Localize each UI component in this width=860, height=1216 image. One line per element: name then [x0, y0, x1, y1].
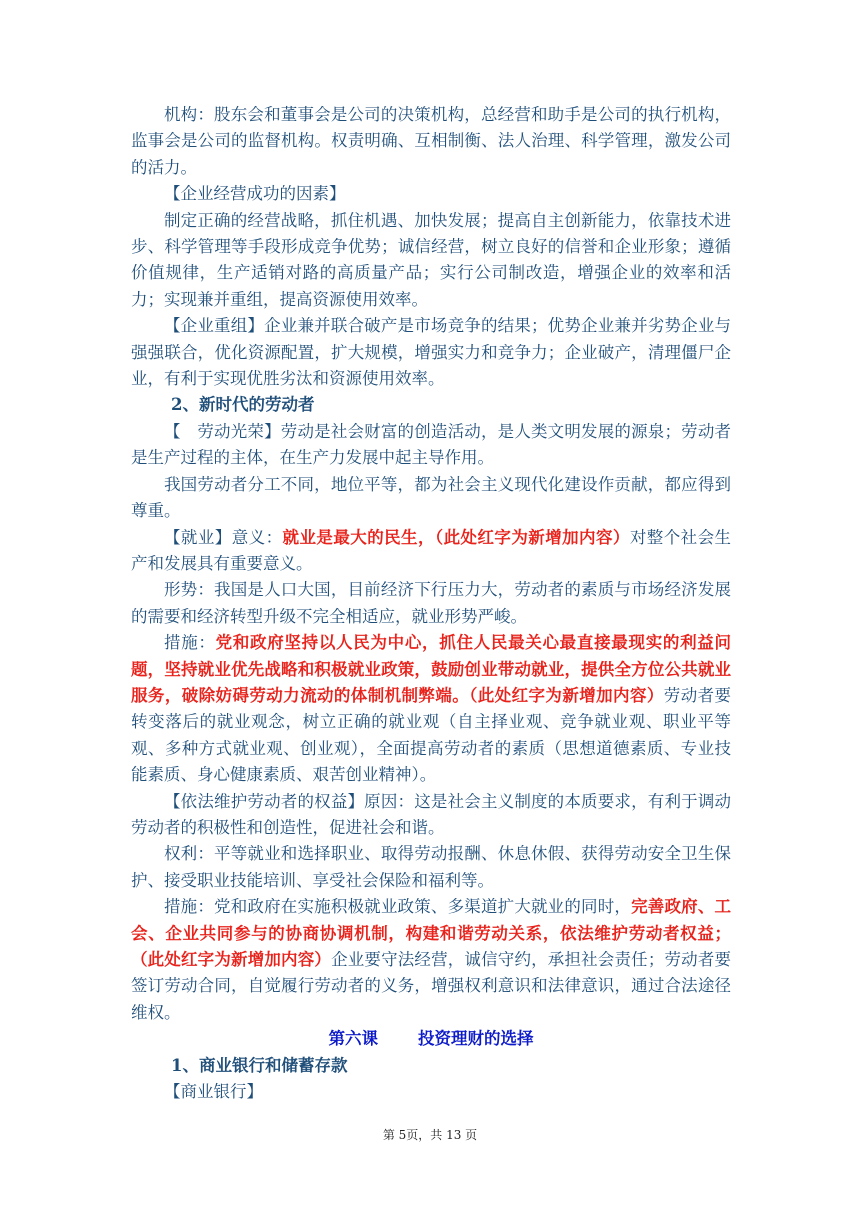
paragraph-company-organs: 机构：股东会和董事会是公司的决策机构，总经营和助手是公司的执行机构，监事会是公司的监督机构。权责明确、互相制衡、法人治理、科学管理，激发公司的活力。 — [131, 105, 731, 177]
employment-measures-label: 措施： — [164, 633, 216, 653]
rights-measures-rest: 企业要守法经营，诚信守约，承担社会责任；劳动者要签订劳动合同，自觉履行劳动者的义务，增强权利意识和法律意识，通过合法途径维权。 — [131, 950, 732, 1022]
paragraph-enterprise-restructuring: 【企业重组】企业兼并联合破产是市场竞争的结果；优势企业兼并劣势企业与强强联合，优化资源配置，扩大规模，增强实力和竞争力；企业破产，清理僵尸企业，有利于实现优胜劣汰和资源使用效率。 — [131, 316, 731, 389]
employment-meaning-rest: 对整个社会生产和发展具有重要意义。 — [131, 527, 732, 573]
employment-meaning-label: 【就业】意义： — [164, 527, 283, 547]
lesson-heading — [131, 1026, 731, 1052]
document-body — [131, 102, 731, 1105]
employment-meaning-red-text: 就业是最大的民生，（此处红字为新增加内容） — [282, 527, 630, 547]
section-label-success-factors: 【企业经营成功的因素】 — [164, 184, 346, 204]
paragraph-employment-situation: 形势：我国是人口大国，目前经济下行压力大，劳动者的素质与市场经济发展的需要和经济转型升级不完全相适应，就业形势严峻。 — [131, 580, 731, 626]
lesson-number: 第六课 — [328, 1029, 378, 1049]
paragraph-rights-protection: 【依法维护劳动者的权益】原因：这是社会主义制度的本质要求，有利于调动劳动者的积极性和创造性，促进社会和谐。 — [131, 791, 731, 837]
paragraph-worker-equality: 我国劳动者分工不同，地位平等，都为社会主义现代化建设作贡献，都应得到尊重。 — [131, 474, 731, 521]
lesson-title: 投资理财的选择 — [418, 1029, 534, 1049]
heading-new-era-workers: 2、新时代的劳动者 — [171, 395, 315, 415]
rights-measures-start: 措施：党和政府在实施积极就业政策、多渠道扩大就业的同时， — [164, 897, 632, 917]
paragraph-worker-rights: 权利：平等就业和选择职业、取得劳动报酬、休息休假、获得劳动安全卫生保护、接受职业技能培训、享受社会保险和福利等。 — [131, 844, 731, 890]
paragraph-labor-glory: 【 劳动光荣】劳动是社会财富的创造活动，是人类文明发展的源泉；劳动者是生产过程的主体，在生产力发展中起主导作用。 — [131, 421, 731, 468]
paragraph-success-factors: 制定正确的经营战略，抓住机遇、加快发展；提高自主创新能力，依靠技术进步、科学管理等手段形成竞争优势；诚信经营，树立良好的信誉和企业形象；遵循价值规律，生产适销对路的高质量产品；实行公司制改造，增强企业的效率和活力；实现兼并重组，提高资源使用效率。 — [131, 210, 731, 309]
page-footer: 第 5页，共 13 页 — [382, 1128, 478, 1142]
rights-measures-red-text: 完善政府、工会、企业共同参与的协商协调机制，构建和谐劳动关系，依法维护劳动者权益；（此处红字为新增加内容） — [131, 897, 732, 969]
paragraph-rights-measures — [131, 894, 731, 1026]
paragraph-employment-meaning — [131, 525, 731, 578]
heading-commercial-banks: 1、商业银行和储蓄存款 — [171, 1055, 348, 1075]
section-label-commercial-bank: 【商业银行】 — [164, 1082, 263, 1102]
paragraph-employment-measures — [131, 630, 731, 788]
employment-measures-rest: 劳动者要转变落后的就业观念，树立正确的就业观（自主择业观、竞争就业观、职业平等观、多种方式就业观、创业观），全面提高劳动者的素质（思想道德素质、专业技能素质、身心健康素质、艰苦创业精神）。 — [131, 685, 732, 785]
employment-measures-red-text: 党和政府坚持以人民为中心，抓住人民最关心最直接最现实的利益问题，坚持就业优先战略和积极就业政策，鼓励创业带动就业，提供全方位公共就业服务，破除妨碍劳动力流动的体制机制弊端。（此处红字为新增加内容） — [131, 633, 731, 705]
